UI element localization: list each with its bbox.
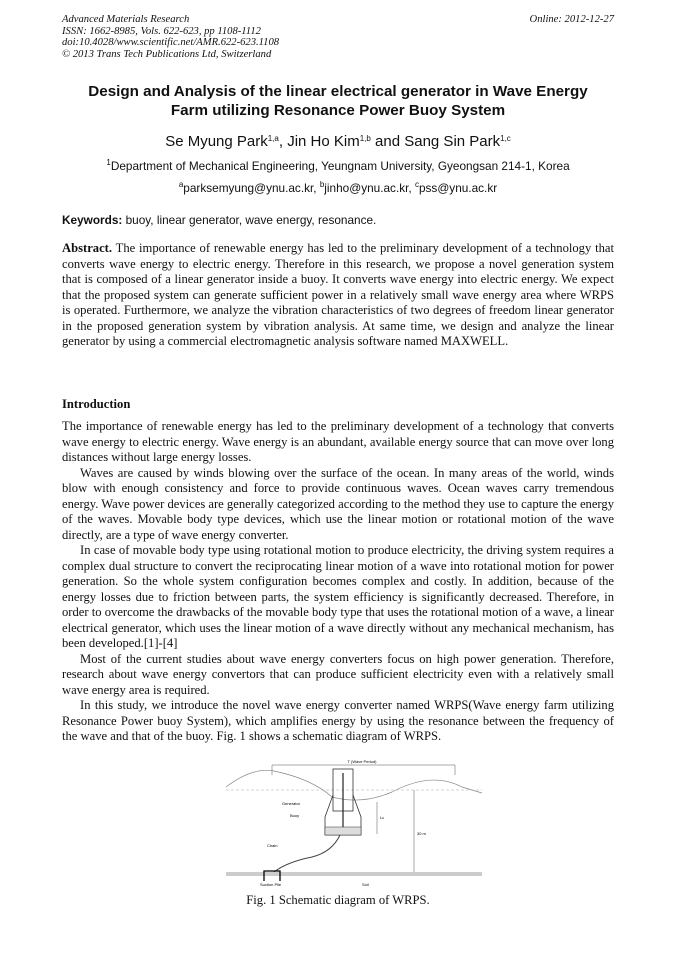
email[interactable]: jinho@ynu.ac.kr, [324,181,415,195]
keywords-text: buoy, linear generator, wave energy, resonance. [122,213,377,227]
email[interactable]: parksemyung@ynu.ac.kr, [183,181,320,195]
label-soil: Soil [362,882,369,887]
journal-name: Advanced Materials Research [62,14,190,25]
email-sup: b [319,180,325,189]
emails [62,181,614,195]
label-generator: Generator [282,801,301,806]
author: Se Myung Park [165,133,268,150]
title-line: Farm utilizing Resonance Power Buoy System [170,102,506,119]
abstract-text: The importance of renewable energy has led to the preliminary development of a technology that converts wave energy to electric energy. Therefore in this research, we propose a novel generation system that is composed of a linear generator inside a buoy. It converts wave energy into electric energy. We expect that the proposed system can generate sufficient power in a relatively small wave energy area where WRPS is operated. Furthermore, we analyze the vibration characteristics of two degrees of freedom linear generator in the proposed generation system by vibration analysis. At same time, we design and analyze the linear generator by using a commercial electromagnetic analysis software named MAXWELL. [62,241,614,348]
paragraph: Waves are caused by winds blowing over the surface of the ocean. In many areas of the world, winds blow with enough consistency and force to provide continuous waves. Ocean waves carry tremendous energy. Wave power devices are generally categorized according to the method they use to capture the energy of the waves. Movable body type devices, which use the linear motion or rotational motion of the wave directly, are a type of wave energy converter. [62,465,614,542]
paper-title [62,82,614,120]
title-line: Design and Analysis of the linear electrical generator in Wave Energy [88,83,588,100]
affiliation [62,159,614,173]
keywords-label: Keywords: [62,213,123,227]
sep: and [370,133,405,150]
email[interactable]: pss@ynu.ac.kr [418,181,498,195]
label-chain: Chain [267,843,278,848]
aff-text: Department of Mechanical Engineering, Yeungnam University, Gyeongsan 214-1, Korea [110,159,570,173]
sep: , [278,133,288,150]
label-buoy: Buoy [290,813,300,818]
aff-sup: 1 [106,158,111,167]
issn: ISSN: 1662-8985, Vols. 622-623, pp 1108-1112 [62,25,261,37]
author: Jin Ho Kim [287,133,360,150]
paragraph: Most of the current studies about wave energy converters focus on high power generation. Therefore, research about wave energy convertors that can produce sufficient electricity even with a relatively small wave energy area is required. [62,651,614,697]
email-sup: c [414,180,419,189]
authors [62,133,614,150]
copyright: © 2013 Trans Tech Publications Ltd, Switzerland [62,48,272,60]
author: Sang Sin Park [404,133,501,150]
label-length: Lc [380,815,385,820]
paragraph: In this study, we introduce the novel wave energy converter named WRPS(Wave energy farm utilizing Resonance Power buoy System), which amplifies energy by using the resonance between the frequency of the wave and that of the buoy. Fig. 1 shows a schematic diagram of WRPS. [62,698,614,743]
paragraph: In case of movable body type using rotational motion to produce electricity, the driving system requires a complex dual structure to convert the reciprocating linear motion of a wave into rotational motion for power generation. So the whole system configuration becomes complex and costly. In addition, because of the energy losses due to friction between parts, the system efficiency is significantly decreased. Therefore, in order to overcome the drawbacks of the movable body type that uses the rotational motion of a wave, a linear electrical generator, which uses the linear motion of a wave directly without any mechanical mechanism, has been developed.[1]-[4] [62,543,614,650]
doi: doi:10.4028/www.scientific.net/AMR.622-623.1108 [62,37,280,49]
introduction-body [62,419,614,745]
author-sup: 1,a [267,134,279,143]
label-pile: Suction Pile [260,882,282,887]
keywords [62,213,614,227]
author-sup: 1,b [359,134,371,143]
abstract-label: Abstract. [62,241,113,255]
journal-header [62,14,279,60]
label-depth: 30 m [417,831,426,836]
author-sup: 1,c [500,134,511,143]
abstract [62,241,614,350]
paragraph: The importance of renewable energy has led to the preliminary development of a technology that converts wave energy to electric energy. Wave energy is an abundant, available energy source that can move over long distances without large energy losses. [62,419,614,464]
figure-caption: Fig. 1 Schematic diagram of WRPS. [246,893,430,907]
label-period: T (Wave Period) [347,759,377,764]
section-heading: Introduction [62,397,131,411]
wrps-schematic [212,757,492,887]
email-sup: a [178,180,184,189]
online-date: Online: 2012-12-27 [529,14,614,25]
